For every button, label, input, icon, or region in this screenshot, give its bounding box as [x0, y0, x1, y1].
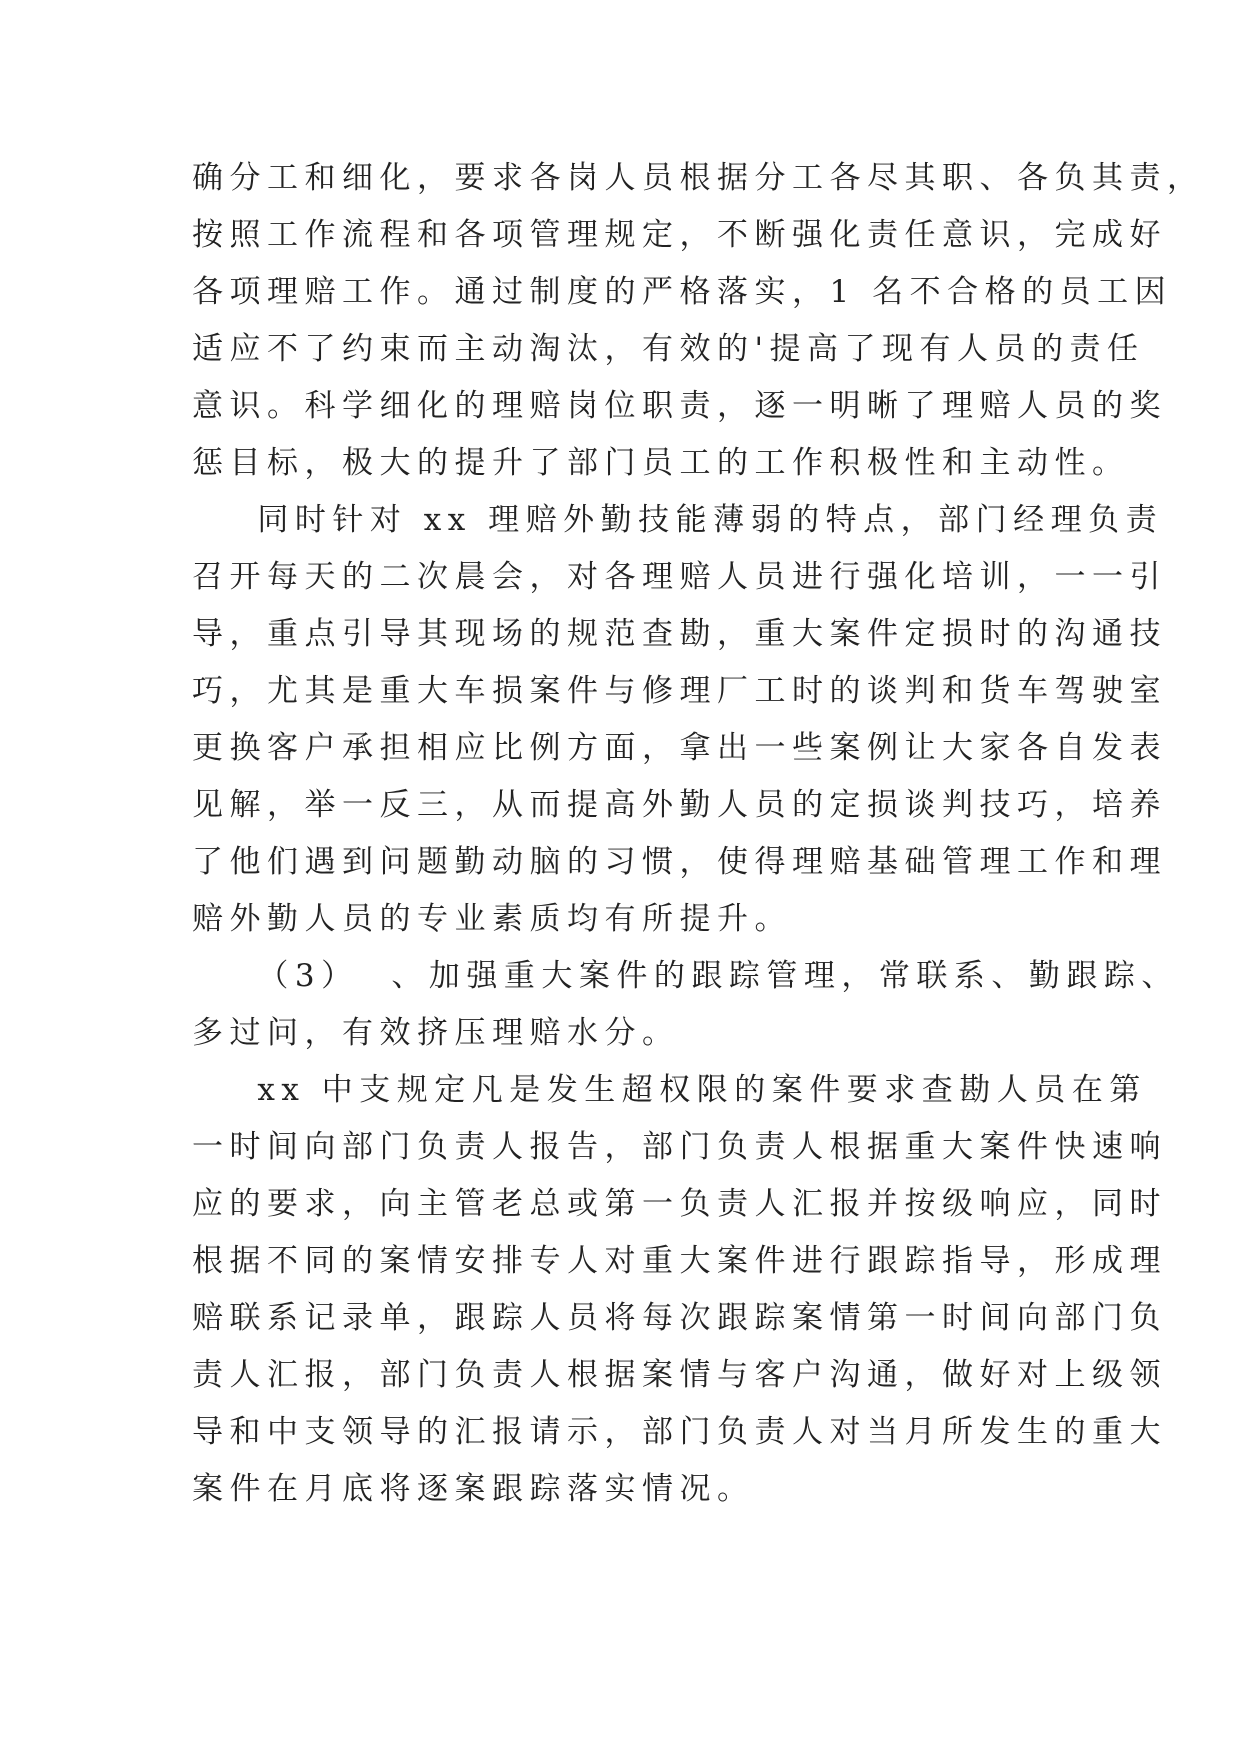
text-line: 惩目标，极大的提升了部门员工的工作积极性和主动性。: [192, 445, 1130, 481]
text-line: 意识。科学细化的理赔岗位职责，逐一明晰了理赔人员的奖: [192, 388, 1167, 424]
text-line: 责人汇报，部门负责人根据案情与客户沟通，做好对上级领: [192, 1357, 1167, 1393]
text-line: 同时针对 xx 理赔外勤技能薄弱的特点，部门经理负责: [192, 502, 1164, 538]
text-line: 各项理赔工作。通过制度的严格落实，1 名不合格的员工因: [192, 274, 1173, 310]
text-line: （3） 、加强重大案件的跟踪管理，常联系、勤跟踪、: [192, 958, 1179, 994]
text-line: 根据不同的案情安排专人对重大案件进行跟踪指导，形成理: [192, 1243, 1167, 1279]
text-line: 导和中支领导的汇报请示，部门负责人对当月所发生的重大: [192, 1414, 1167, 1450]
text-line: 赔外勤人员的专业素质均有所提升。: [192, 901, 792, 937]
text-line: 巧，尤其是重大车损案件与修理厂工时的谈判和货车驾驶室: [192, 673, 1167, 709]
text-line: 一时间向部门负责人报告，部门负责人根据重大案件快速响: [192, 1129, 1167, 1165]
text-line: 导，重点引导其现场的规范查勘，重大案件定损时的沟通技: [192, 616, 1167, 652]
text-line: 确分工和细化，要求各岗人员根据分工各尽其职、各负其责，: [192, 160, 1205, 196]
document-body: [192, 150, 1205, 1518]
text-line: 多过问，有效挤压理赔水分。: [192, 1015, 680, 1051]
paragraph-training: [192, 492, 1167, 948]
paragraph-section-3-heading: [192, 948, 1179, 1062]
text-line: xx 中支规定凡是发生超权限的案件要求查勘人员在第: [192, 1072, 1147, 1108]
paragraph-responsibility: [192, 150, 1205, 492]
text-line: 更换客户承担相应比例方面，拿出一些案例让大家各自发表: [192, 730, 1167, 766]
text-line: 适应不了约束而主动淘汰，有效的'提高了现有人员的责任: [192, 331, 1145, 367]
text-line: 按照工作流程和各项管理规定，不断强化责任意识，完成好: [192, 217, 1167, 253]
text-line: 召开每天的二次晨会，对各理赔人员进行强化培训，一一引: [192, 559, 1167, 595]
text-line: 赔联系记录单，跟踪人员将每次跟踪案情第一时间向部门负: [192, 1300, 1167, 1336]
text-line: 案件在月底将逐案跟踪落实情况。: [192, 1471, 755, 1507]
text-line: 应的要求，向主管老总或第一负责人汇报并按级响应，同时: [192, 1186, 1167, 1222]
text-line: 见解，举一反三，从而提高外勤人员的定损谈判技巧，培养: [192, 787, 1167, 823]
paragraph-case-tracking: [192, 1062, 1167, 1518]
text-line: 了他们遇到问题勤动脑的习惯，使得理赔基础管理工作和理: [192, 844, 1167, 880]
